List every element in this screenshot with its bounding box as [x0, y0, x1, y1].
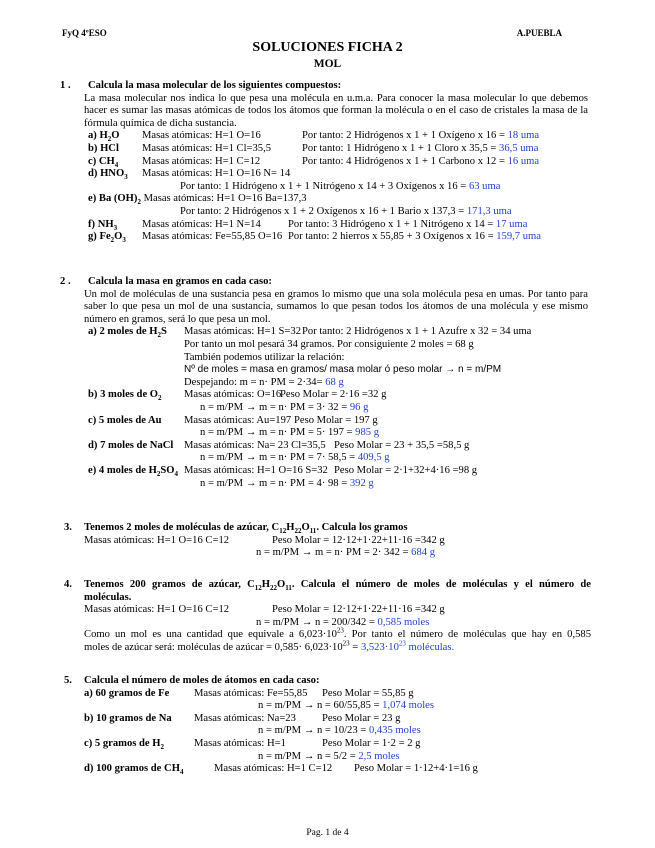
s2-item-c: c) 5 moles de Au Masas atómicas: Au=197 Peso Molar = 197 g — [88, 414, 378, 426]
section-2 — [60, 276, 588, 490]
s5-item-b: b) 10 gramos de Na Masas atómicas: Na=23 Peso Molar = 23 g — [84, 712, 401, 724]
s1-item-f: f) $NH_3$ Masas atómicas: H=1 N=14 Por tanto: 3 Hidrógeno x 1 + 1 Nitrógeno x 14 = 17 uma — [88, 218, 528, 232]
s2-item-e-formula: n = m/PM → m = n· PM = 4· 98 = 392 g — [200, 477, 374, 489]
s2-item-c-formula: n = m/PM → m = n· PM = 5· 197 = 985 g — [200, 427, 379, 439]
section-4-heading: 4. Tenemos 200 gramos de azúcar, $C_{12}H_{22}O_{11}$. Calcula el número de moles de moléculas y el número de — [64, 579, 591, 593]
s5-item-b-formula: n = m/PM → n = 10/23 = 0,435 moles — [258, 725, 421, 737]
section-4-formula: n = m/PM → n = 200/342 = 0,585 moles — [256, 616, 430, 628]
section-2-list — [60, 326, 588, 490]
section-1-list — [60, 130, 588, 243]
section-4-para-1: Como un mol es una cantidad que equivale a $6,023\cdot 10^{23}$. Por tanto el número de moléculas que hay en 0,585 — [84, 626, 591, 641]
s5-item-a: a) 60 gramos de Fe Masas atómicas: Fe=55,85 Peso Molar = 55,85 g — [84, 687, 414, 699]
s2-item-d: d) 7 moles de NaCl Masas atómicas: Na= 23 Cl=35,5 Peso Molar = 23 + 35,5 =58,5 g — [88, 439, 470, 451]
s2-item-a-line4: Nº de moles = masa en gramos/ masa molar ó peso molar → n = m/PM — [184, 364, 502, 376]
s5-item-c: c) 5 gramos de $H_2$ Masas atómicas: H=1 Peso Molar = 1·2 = 2 g — [84, 737, 421, 752]
section-3-formula: n = m/PM → m = n· PM = 2· 342 = 684 g — [256, 547, 435, 559]
section-5 — [64, 675, 592, 776]
s5-item-c-formula: n = m/PM → n = 5/2 = 2,5 moles — [258, 750, 400, 762]
section-3-masses: Masas atómicas: H=1 O=16 C=12 Peso Molar = 12·12+1·22+11·16 =342 g — [84, 534, 445, 546]
section-4-masses: Masas atómicas: H=1 O=16 C=12 Peso Molar = 12·12+1·22+11·16 =342 g — [84, 604, 445, 616]
header-left: FyQ 4ºESO — [62, 28, 107, 38]
s1-item-d-calc: Por tanto: 1 Hidrógeno x 1 + 1 Nitrógeno x 14 + 3 Oxígenos x 16 = 63 uma — [180, 180, 501, 192]
section-1-heading: 1 . Calcula la masa molecular de los siguientes compuestos: — [60, 80, 342, 91]
s2-item-a: a) 2 moles de $H_2S$ Masas atómicas: H=1 S=32Por tanto: 2 Hidrógenos x 1 + 1 Azufre x 32 = 34 uma — [88, 326, 532, 340]
s1-item-g: g) $Fe_2O_3$ Masas atómicas: Fe=55,85 O=16 Por tanto: 2 hierros x 55,85 + 3 Oxígenos x 16 = 159,7 uma — [88, 231, 541, 245]
s1-item-c: c) $CH_4$ Masas atómicas: H=1 C=12 Por tanto: 4 Hidrógenos x 1 + 1 Carbono x 12 = 16 uma — [88, 155, 540, 169]
section-1 — [60, 80, 588, 244]
section-5-list — [64, 688, 592, 776]
s1-item-a: a) $H_2O$ Masas atómicas: H=1 O=16 Por tanto: 2 Hidrógenos x 1 + 1 Oxígeno x 16 = 18 uma — [88, 130, 540, 144]
page-footer: Pag. 1 de 4 — [306, 828, 349, 838]
section-2-heading: 2 . Calcula la masa en gramos en cada caso: — [60, 276, 272, 287]
s1-item-d: d) $HNO_3$ Masas atómicas: H=1 O=16 N= 14 — [88, 168, 291, 182]
section-4 — [64, 579, 591, 655]
s2-item-a-line3: También podemos utilizar la relación: — [184, 351, 345, 363]
section-4-para-2: moles de azúcar será: moléculas de azúcar = $0,585\cdot 6,023\cdot 10^{23} = 3,523\cdot 10^{23}$ moléculas. — [84, 639, 455, 653]
s1-item-e-calc: Por tanto: 2 Hidrógenos x 1 + 2 Oxígenos x 16 + 1 Bario x 137,3 = 171,3 uma — [180, 205, 512, 217]
section-3 — [64, 522, 592, 560]
s2-item-e: e) 4 moles de $H_2SO_4$ Masas atómicas: H=1 O=16 S=32 Peso Molar = 2·1+32+4·16 =98 g — [88, 464, 478, 479]
s2-item-b-formula: n = m/PM → m = n· PM = 3· 32 = 96 g — [200, 401, 369, 413]
s5-item-d: d) 100 gramos de $CH_4$ Masas atómicas: H=1 C=12 Peso Molar = 1·12+4·1=16 g — [84, 763, 478, 777]
s1-item-e: e) Ba $(OH)_2$ Masas atómicas: H=1 O=16 Ba=137,3 — [88, 193, 307, 207]
section-3-heading: 3. Tenemos 2 moles de moléculas de azúcar, $C_{12}H_{22}O_{11}$. Calcula los gramos — [64, 522, 408, 536]
section-1-intro: La masa molecular nos indica lo que pesa una molécula en u.m.a. Para conocer la masa molecular lo que debemos hacer es sumar las masas atómicas de todos los átomos que forman la molécula o en el caso de cristales la masa de la fórmula química de dicha sustancia. — [84, 92, 588, 129]
s5-item-a-formula: n = m/PM → n = 60/55,85 = 1,074 moles — [258, 700, 434, 712]
s2-item-d-formula: n = m/PM → m = n· PM = 7· 58,5 = 409,5 g — [200, 452, 390, 464]
s2-item-b: b) 3 moles de $O_2$ Masas atómicas: O=16Peso Molar = 2·16 =32 g — [88, 389, 387, 403]
section-2-intro: Un mol de moléculas de una sustancia pesa en gramos lo mismo que una sola molécula pesa en umas. Por tanto para saber lo que pesa un mol de una sustancia, sumamos lo que pesan todos los átomos de una molécula y ese mismo número en gramos, será lo que pesa un mol. — [84, 288, 588, 325]
header-right: A.PUEBLA — [516, 28, 562, 38]
s1-item-b: b) HCl Masas atómicas: H=1 Cl=35,5 Por tanto: 1 Hidrógeno x 1 + 1 Cloro x 35,5 = 36,5 uma — [88, 142, 539, 154]
s2-item-a-line5: Despejando: m = n· PM = 2·34= 68 g — [184, 376, 344, 388]
section-5-heading: 5. Calcula el número de moles de átomos en cada caso: — [64, 675, 320, 686]
section-4-heading-2: moléculas. — [84, 591, 132, 603]
page-subtitle: MOL — [313, 58, 342, 70]
s2-item-a-line2: Por tanto un mol pesará 34 gramos. Por consiguiente 2 moles = 68 g — [184, 338, 474, 350]
page-title: SOLUCIONES FICHA 2 — [252, 40, 403, 55]
